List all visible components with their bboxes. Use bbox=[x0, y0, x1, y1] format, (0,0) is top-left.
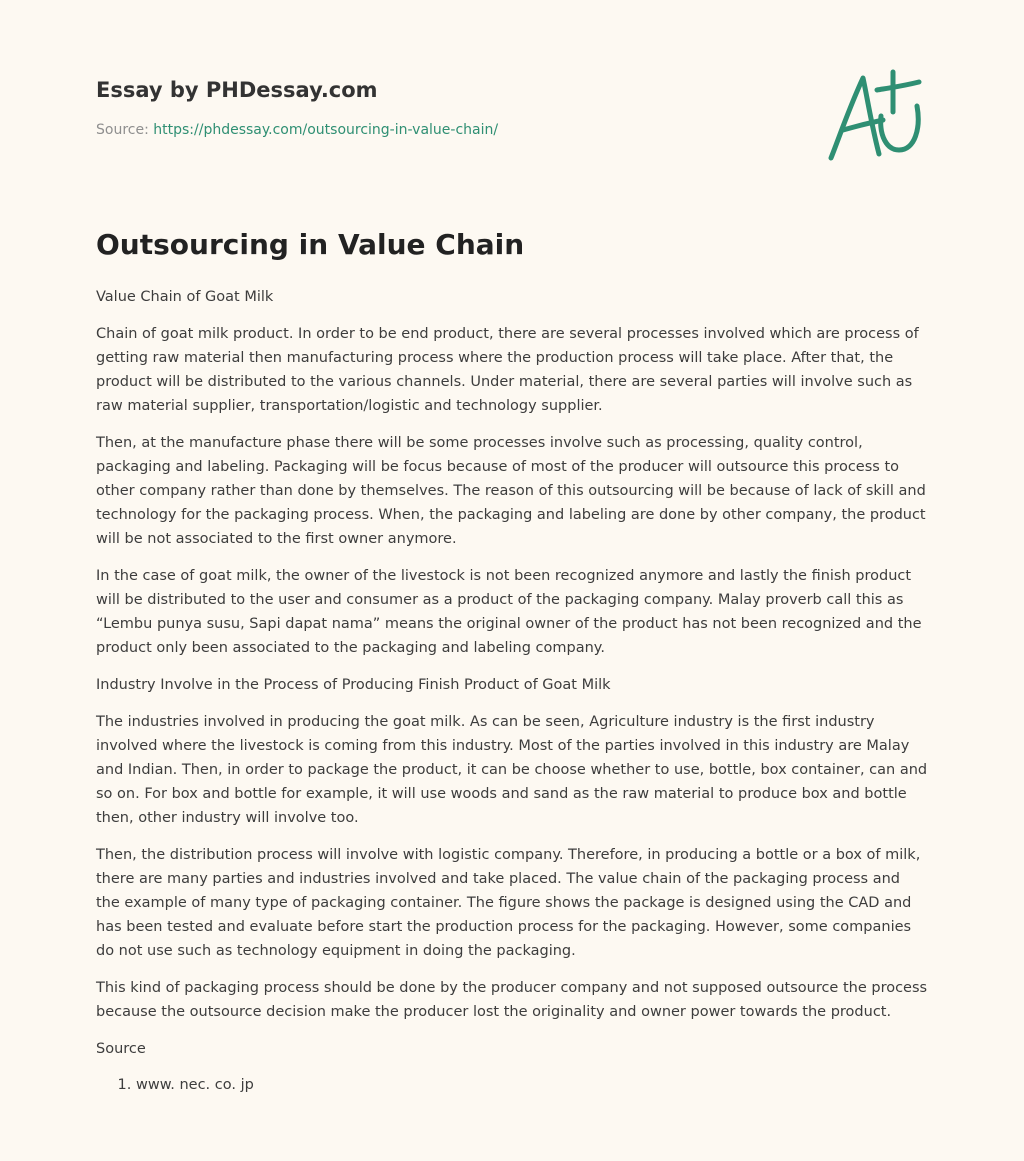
page-header bbox=[96, 0, 928, 170]
essay-paragraph: This kind of packaging process should be done by the producer company and not supposed outsource the process because the outsource decision make the producer lost the originality and owner power towards the product. bbox=[96, 980, 928, 1020]
essay-paragraph: The industries involved in producing the goat milk. As can be seen, Agriculture industry is the first industry involved where the livestock is coming from this industry. Most of the parties involved in this industry are Malay and Indian. Then, in order to package the product, it can be choose whether to use, bottle, box container, can and so on. For box and bottle for example, it will use woods and sand as the raw material to produce box and bottle then, other industry will involve too. bbox=[96, 714, 928, 826]
source-line bbox=[96, 120, 928, 140]
a-plus-logo-icon bbox=[823, 68, 927, 164]
essay-paragraph: Then, at the manufacture phase there will be some processes involve such as processing, quality control, packaging and labeling. Packaging will be focus because of most of the producer will outsource this process to other company rather than done by themselves. The reason of this outsourcing will be because of lack of skill and technology for the packaging process. When, the packaging and labeling are done by other company, the product will be not associated to the first owner anymore. bbox=[96, 435, 926, 547]
reference-item: 1. www. nec. co. jp bbox=[136, 1073, 928, 1097]
site-brand: Essay by PHDessay.com bbox=[96, 78, 378, 102]
section-heading: Industry Involve in the Process of Producing Finish Product of Goat Milk bbox=[96, 677, 611, 693]
source-label: Source: bbox=[96, 122, 154, 138]
essay-paragraph: In the case of goat milk, the owner of the livestock is not been recognized anymore and lastly the finish product will be distributed to the user and consumer as a product of the packaging company. Malay proverb call this as “Lembu punya susu, Sapi dapat nama” means the original owner of the product has not been recognized and the product only been associated to the packaging and labeling company. bbox=[96, 568, 922, 656]
essay-title: Outsourcing in Value Chain bbox=[96, 228, 525, 261]
source-link[interactable]: https://phdessay.com/outsourcing-in-value-chain/ bbox=[153, 122, 499, 138]
essay-paragraph: Chain of goat milk product. In order to be end product, there are several processes involved which are process of getting raw material then manufacturing process where the production process will take place. After that, the product will be distributed to the various channels. Under material, there are several parties will involve such as raw material supplier, transportation/logistic and technology supplier. bbox=[96, 326, 919, 414]
essay-subtitle: Value Chain of Goat Milk bbox=[96, 289, 274, 305]
essay-paragraph: Then, the distribution process will involve with logistic company. Therefore, in producing a bottle or a box of milk, there are many parties and industries involved and take placed. The value chain of the packaging process and the example of many type of packaging container. The figure shows the package is designed using the CAD and has been tested and evaluate before start the production process for the packaging. However, some companies do not use such as technology equipment in doing the packaging. bbox=[96, 847, 921, 959]
references-list bbox=[96, 1073, 928, 1097]
references-heading: Source bbox=[96, 1041, 146, 1057]
